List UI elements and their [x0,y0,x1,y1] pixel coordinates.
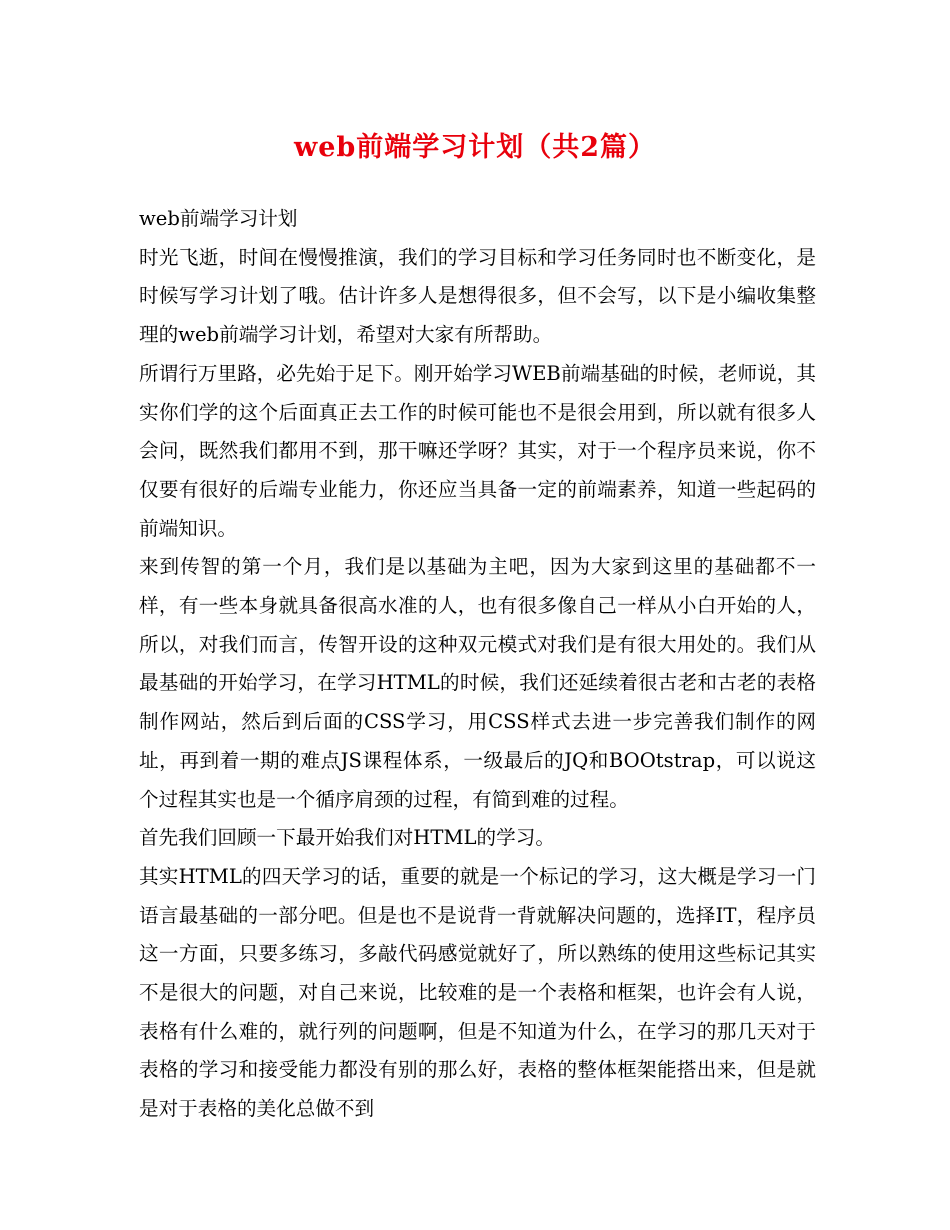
body-paragraph: 来到传智的第一个月，我们是以基础为主吧，因为大家到这里的基础都不一样，有一些本身就具备很高水准的人，也有很多像自己一样从小白开始的人，所以，对我们而言，传智开设的这种双元模式对我们是有很大用处的。我们从最基础的开始学习，在学习HTML的时候，我们还延续着很古老和古老的表格制作网站，然后到后面的CSS学习，用CSS样式去进一步完善我们制作的网址，再到着一期的难点JS课程体系，一级最后的JQ和BOOtstrap，可以说这个过程其实也是一个循序肩颈的过程，有简到难的过程。 [139,555,816,811]
document-title: web前端学习计划（共2篇） [293,132,657,163]
body-paragraph: 所谓行万里路，必先始于足下。刚开始学习WEB前端基础的时候，老师说，其实你们学的这个后面真正去工作的时候可能也不是很会用到，所以就有很多人会问，既然我们都用不到，那干嘛还学呀？其实，对于一个程序员来说，你不仅要有很好的后端专业能力，你还应当具备一定的前端素养，知道一些起码的前端知识。 [139,361,816,540]
body-paragraph: 首先我们回顾一下最开始我们对HTML的学习。 [139,826,555,850]
body-paragraph: 时光飞逝，时间在慢慢推演，我们的学习目标和学习任务同时也不断变化，是时候写学习计划了哦。估计许多人是想得很多，但不会写，以下是小编收集整理的web前端学习计划，希望对大家有所帮助。 [139,245,816,347]
body-paragraph: 其实HTML的四天学习的话，重要的就是一个标记的学习，这大概是学习一门语言最基础的一部分吧。但是也不是说背一背就解决问题的，选择IT，程序员这一方面，只要多练习，多敲代码感觉就好了，所以熟练的使用这些标记其实不是很大的问题，对自己来说，比较难的是一个表格和框架，也许会有人说，表格有什么难的，就行列的问题啊，但是不知道为什么，在学习的那几天对于表格的学习和接受能力都没有别的那么好，表格的整体框架能搭出来，但是就是对于表格的美化总做不到 [139,864,816,1121]
subtitle-paragraph: web前端学习计划 [139,207,298,230]
document-body [139,200,816,1129]
